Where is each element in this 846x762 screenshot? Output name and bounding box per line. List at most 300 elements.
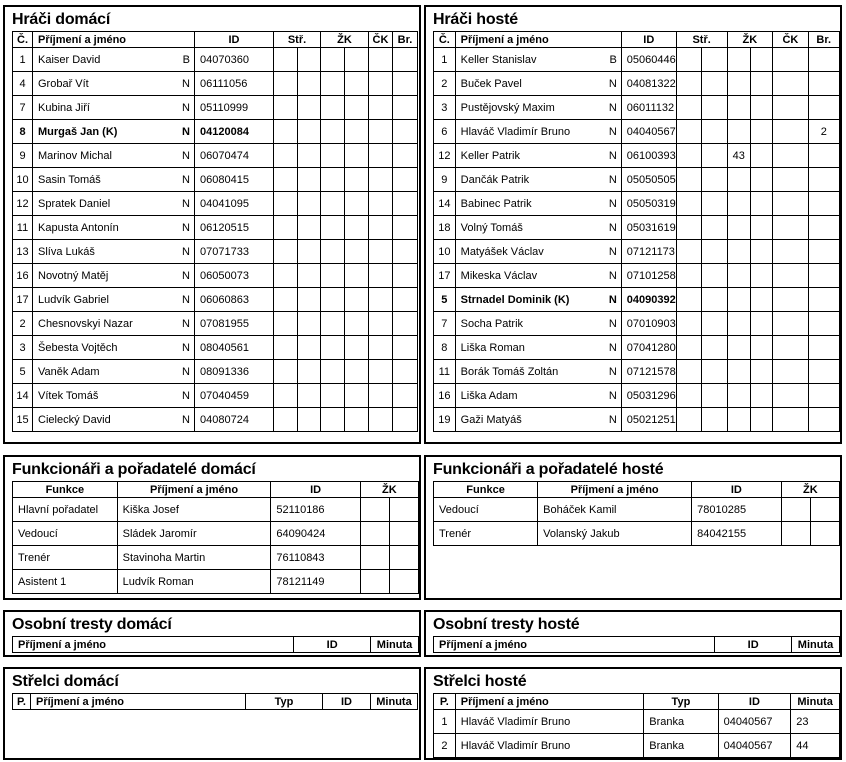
player-row bbox=[13, 288, 418, 312]
cell-br bbox=[808, 264, 839, 288]
officials-home-title: Funkcionáři a pořadatelé domácí bbox=[12, 461, 256, 478]
cell-num: 9 bbox=[434, 168, 456, 192]
cell-br bbox=[808, 408, 839, 432]
cell-p: 1 bbox=[434, 710, 456, 734]
cell-str1 bbox=[676, 240, 701, 264]
player-position-letter: N bbox=[608, 245, 617, 258]
cell-str1 bbox=[274, 336, 298, 360]
cell-num: 5 bbox=[13, 360, 33, 384]
cell-num: 5 bbox=[434, 288, 456, 312]
col-p-header: P. bbox=[434, 694, 456, 710]
player-row bbox=[434, 144, 840, 168]
col-name-header: Příjmení a jméno bbox=[434, 637, 715, 653]
penalties-away-table bbox=[433, 636, 840, 653]
scorers-home-header-row bbox=[13, 694, 418, 710]
player-position-letter: N bbox=[182, 125, 190, 138]
player-name: Marinov Michal bbox=[38, 149, 112, 162]
cell-br bbox=[808, 216, 839, 240]
players-home-table bbox=[12, 31, 418, 432]
col-role-header: Funkce bbox=[434, 482, 538, 498]
player-name: Sasin Tomáš bbox=[38, 173, 101, 186]
cell-zk2 bbox=[751, 72, 773, 96]
col-ck-header: ČK bbox=[773, 32, 808, 48]
player-name: Spratek Daniel bbox=[38, 197, 111, 210]
player-name: Murgaš Jan (K) bbox=[38, 125, 118, 138]
cell-zk2 bbox=[751, 288, 773, 312]
cell-name bbox=[455, 192, 621, 216]
cell-num: 16 bbox=[13, 264, 33, 288]
cell-br bbox=[808, 168, 839, 192]
official-row bbox=[13, 522, 419, 546]
cell-zk2 bbox=[751, 240, 773, 264]
col-str-header: Stř. bbox=[676, 32, 727, 48]
cell-name bbox=[33, 264, 195, 288]
cell-name bbox=[33, 360, 195, 384]
official-row bbox=[13, 498, 419, 522]
player-name: Keller Stanislav bbox=[460, 53, 537, 66]
player-name: Pustějovský Maxim bbox=[460, 101, 555, 114]
cell-ck bbox=[369, 120, 393, 144]
cell-br bbox=[808, 96, 839, 120]
cell-zk2 bbox=[751, 192, 773, 216]
player-position-letter: N bbox=[182, 317, 190, 330]
cell-id: 04090392 bbox=[621, 288, 676, 312]
cell-zk1 bbox=[321, 168, 345, 192]
cell-str2 bbox=[298, 360, 321, 384]
cell-role: Vedoucí bbox=[13, 522, 118, 546]
cell-str1 bbox=[676, 360, 701, 384]
cell-br bbox=[393, 384, 418, 408]
cell-str1 bbox=[274, 384, 298, 408]
cell-name bbox=[455, 120, 621, 144]
cell-zk2 bbox=[751, 216, 773, 240]
cell-ck bbox=[773, 264, 808, 288]
player-name: Socha Patrik bbox=[460, 317, 524, 330]
player-position-letter: N bbox=[182, 365, 190, 378]
players-home-section bbox=[3, 5, 421, 444]
cell-zk1 bbox=[727, 384, 751, 408]
player-position-letter: N bbox=[182, 149, 190, 162]
cell-name bbox=[455, 48, 621, 72]
cell-num: 6 bbox=[434, 120, 456, 144]
cell-br bbox=[393, 48, 418, 72]
cell-br bbox=[393, 312, 418, 336]
cell-zk2 bbox=[345, 216, 369, 240]
cell-num: 7 bbox=[13, 96, 33, 120]
cell-ck bbox=[369, 360, 393, 384]
player-name: Chesnovskyi Nazar bbox=[38, 317, 133, 330]
cell-name: Kiška Josef bbox=[117, 498, 271, 522]
cell-str1 bbox=[676, 96, 701, 120]
cell-str2 bbox=[298, 168, 321, 192]
cell-str2 bbox=[702, 168, 727, 192]
col-number-header: Č. bbox=[13, 32, 33, 48]
penalties-home-table bbox=[12, 636, 419, 653]
cell-ck bbox=[369, 72, 393, 96]
officials-home-section bbox=[3, 455, 421, 600]
cell-zk2 bbox=[345, 336, 369, 360]
cell-ck bbox=[773, 168, 808, 192]
cell-name bbox=[33, 216, 195, 240]
player-row bbox=[13, 384, 418, 408]
cell-ck bbox=[369, 336, 393, 360]
cell-id: 08040561 bbox=[195, 336, 274, 360]
cell-name bbox=[33, 96, 195, 120]
cell-zk2 bbox=[345, 48, 369, 72]
col-ck-header: ČK bbox=[369, 32, 393, 48]
cell-zk1 bbox=[360, 546, 390, 570]
cell-zk1 bbox=[321, 264, 345, 288]
player-position-letter: N bbox=[182, 413, 190, 426]
player-row bbox=[13, 96, 418, 120]
player-position-letter: N bbox=[608, 317, 617, 330]
cell-typ: Branka bbox=[644, 710, 718, 734]
player-position-letter: N bbox=[608, 77, 617, 90]
cell-br bbox=[808, 360, 839, 384]
col-zk-header: ŽK bbox=[360, 482, 418, 498]
cell-p: 2 bbox=[434, 734, 456, 758]
cell-ck bbox=[369, 48, 393, 72]
scorers-away-section bbox=[424, 667, 842, 760]
col-id-header: ID bbox=[692, 482, 781, 498]
cell-id: 06070474 bbox=[195, 144, 274, 168]
cell-zk2 bbox=[390, 546, 419, 570]
player-name: Borák Tomáš Zoltán bbox=[460, 365, 559, 378]
player-row bbox=[434, 120, 840, 144]
col-id-header: ID bbox=[715, 637, 792, 653]
col-p-header: P. bbox=[13, 694, 31, 710]
cell-name bbox=[33, 312, 195, 336]
player-row bbox=[434, 72, 840, 96]
cell-name bbox=[455, 264, 621, 288]
scorers-away-header-row bbox=[434, 694, 840, 710]
cell-name: Boháček Kamil bbox=[538, 498, 692, 522]
officials-away-table bbox=[433, 481, 840, 546]
col-id-header: ID bbox=[271, 482, 360, 498]
cell-zk2 bbox=[751, 264, 773, 288]
player-position-letter: N bbox=[608, 221, 617, 234]
cell-zk1 bbox=[321, 72, 345, 96]
cell-str2 bbox=[702, 384, 727, 408]
cell-zk2 bbox=[751, 384, 773, 408]
player-name: Kubina Jiří bbox=[38, 101, 90, 114]
player-name: Ludvík Gabriel bbox=[38, 293, 109, 306]
cell-br bbox=[393, 96, 418, 120]
player-name: Kaiser David bbox=[38, 53, 101, 66]
cell-id: 07121173 bbox=[621, 240, 676, 264]
cell-ck bbox=[369, 312, 393, 336]
col-id-header: ID bbox=[718, 694, 791, 710]
col-br-header: Br. bbox=[393, 32, 418, 48]
col-minute-header: Minuta bbox=[792, 637, 840, 653]
player-row bbox=[13, 192, 418, 216]
cell-ck bbox=[369, 288, 393, 312]
official-row bbox=[434, 498, 840, 522]
officials-away-section bbox=[424, 455, 842, 600]
player-position-letter: N bbox=[608, 125, 617, 138]
cell-name bbox=[33, 240, 195, 264]
cell-id: 76110843 bbox=[271, 546, 360, 570]
penalties-away-section bbox=[424, 610, 842, 657]
cell-name bbox=[33, 288, 195, 312]
player-position-letter: N bbox=[182, 293, 190, 306]
player-row bbox=[13, 48, 418, 72]
cell-zk1 bbox=[321, 192, 345, 216]
officials-away-title: Funkcionáři a pořadatelé hosté bbox=[433, 461, 664, 478]
player-position-letter: N bbox=[182, 269, 190, 282]
player-name: Buček Pavel bbox=[460, 77, 522, 90]
col-name-header: Příjmení a jméno bbox=[31, 694, 246, 710]
cell-name bbox=[455, 360, 621, 384]
cell-num: 8 bbox=[13, 120, 33, 144]
cell-zk2 bbox=[390, 522, 419, 546]
cell-id: 05110999 bbox=[195, 96, 274, 120]
penalties-away-header-row bbox=[434, 637, 840, 653]
col-name-header: Příjmení a jméno bbox=[455, 694, 644, 710]
player-row bbox=[434, 408, 840, 432]
cell-br bbox=[393, 168, 418, 192]
cell-ck bbox=[369, 264, 393, 288]
cell-ck bbox=[369, 144, 393, 168]
cell-zk1 bbox=[321, 312, 345, 336]
cell-num: 8 bbox=[434, 336, 456, 360]
cell-zk1 bbox=[360, 498, 390, 522]
player-position-letter: N bbox=[608, 389, 617, 402]
cell-zk1 bbox=[321, 288, 345, 312]
players-home-title: Hráči domácí bbox=[12, 11, 111, 28]
player-row bbox=[13, 408, 418, 432]
cell-id: 07101258 bbox=[621, 264, 676, 288]
cell-ck bbox=[773, 192, 808, 216]
player-row bbox=[434, 360, 840, 384]
cell-str2 bbox=[298, 216, 321, 240]
col-id-header: ID bbox=[195, 32, 274, 48]
cell-name bbox=[455, 384, 621, 408]
cell-role: Vedoucí bbox=[434, 498, 538, 522]
cell-name bbox=[33, 144, 195, 168]
scorers-away-table bbox=[433, 693, 840, 758]
cell-role: Hlavní pořadatel bbox=[13, 498, 118, 522]
cell-br bbox=[808, 48, 839, 72]
cell-id: 05050505 bbox=[621, 168, 676, 192]
cell-zk2 bbox=[345, 144, 369, 168]
cell-zk1 bbox=[321, 360, 345, 384]
cell-br bbox=[393, 360, 418, 384]
cell-id: 07121578 bbox=[621, 360, 676, 384]
cell-br bbox=[808, 336, 839, 360]
cell-name bbox=[455, 408, 621, 432]
cell-id: 04040567 bbox=[718, 710, 791, 734]
player-row bbox=[13, 312, 418, 336]
scorer-row bbox=[434, 734, 840, 758]
cell-id: 08091336 bbox=[195, 360, 274, 384]
cell-zk1 bbox=[321, 96, 345, 120]
player-position-letter: N bbox=[182, 221, 190, 234]
player-row bbox=[13, 360, 418, 384]
cell-id: 07041280 bbox=[621, 336, 676, 360]
cell-str1 bbox=[274, 72, 298, 96]
col-minute-header: Minuta bbox=[371, 694, 418, 710]
cell-zk1 bbox=[781, 522, 811, 546]
cell-num: 17 bbox=[13, 288, 33, 312]
player-row bbox=[434, 336, 840, 360]
cell-zk2 bbox=[345, 408, 369, 432]
cell-id: 04120084 bbox=[195, 120, 274, 144]
cell-zk1 bbox=[321, 384, 345, 408]
cell-str1 bbox=[676, 72, 701, 96]
cell-id: 05031296 bbox=[621, 384, 676, 408]
cell-zk2 bbox=[751, 312, 773, 336]
cell-br bbox=[808, 72, 839, 96]
cell-name bbox=[455, 312, 621, 336]
cell-str1 bbox=[274, 408, 298, 432]
cell-zk1 bbox=[321, 48, 345, 72]
cell-zk2 bbox=[345, 120, 369, 144]
player-position-letter: N bbox=[608, 149, 617, 162]
cell-num: 3 bbox=[434, 96, 456, 120]
cell-name bbox=[455, 336, 621, 360]
cell-zk2 bbox=[345, 192, 369, 216]
player-position-letter: N bbox=[608, 293, 617, 306]
cell-name bbox=[455, 144, 621, 168]
cell-str2 bbox=[298, 48, 321, 72]
cell-name bbox=[455, 240, 621, 264]
cell-name: Volanský Jakub bbox=[538, 522, 692, 546]
cell-str2 bbox=[298, 144, 321, 168]
cell-zk2 bbox=[751, 48, 773, 72]
cell-id: 05060446 bbox=[621, 48, 676, 72]
cell-zk2 bbox=[811, 498, 840, 522]
cell-zk2 bbox=[345, 384, 369, 408]
scorers-home-section bbox=[3, 667, 421, 760]
cell-id: 04080724 bbox=[195, 408, 274, 432]
cell-ck bbox=[369, 96, 393, 120]
cell-zk2 bbox=[751, 168, 773, 192]
player-row bbox=[434, 168, 840, 192]
player-position-letter: N bbox=[608, 365, 617, 378]
penalties-home-title: Osobní tresty domácí bbox=[12, 616, 172, 633]
col-id-header: ID bbox=[294, 637, 371, 653]
cell-num: 12 bbox=[434, 144, 456, 168]
cell-num: 3 bbox=[13, 336, 33, 360]
cell-str2 bbox=[702, 144, 727, 168]
cell-num: 1 bbox=[434, 48, 456, 72]
player-row bbox=[13, 168, 418, 192]
cell-num: 12 bbox=[13, 192, 33, 216]
players-away-section bbox=[424, 5, 842, 444]
player-position-letter: N bbox=[182, 173, 190, 186]
cell-id: 06011132 bbox=[621, 96, 676, 120]
cell-id: 04081322 bbox=[621, 72, 676, 96]
col-role-header: Funkce bbox=[13, 482, 118, 498]
player-row bbox=[434, 192, 840, 216]
cell-id: 05021251 bbox=[621, 408, 676, 432]
player-position-letter: N bbox=[182, 341, 190, 354]
cell-str1 bbox=[274, 360, 298, 384]
cell-zk1 bbox=[727, 48, 751, 72]
cell-num: 10 bbox=[13, 168, 33, 192]
cell-id: 06120515 bbox=[195, 216, 274, 240]
cell-id: 04070360 bbox=[195, 48, 274, 72]
cell-zk1 bbox=[727, 408, 751, 432]
cell-zk1 bbox=[727, 216, 751, 240]
cell-name bbox=[33, 192, 195, 216]
officials-home-table bbox=[12, 481, 419, 594]
cell-str1 bbox=[676, 288, 701, 312]
col-minute-header: Minuta bbox=[791, 694, 840, 710]
cell-zk2 bbox=[345, 312, 369, 336]
cell-str2 bbox=[298, 72, 321, 96]
cell-ck bbox=[773, 360, 808, 384]
cell-zk1 bbox=[727, 240, 751, 264]
cell-name: Stavinoha Martin bbox=[117, 546, 271, 570]
cell-zk2 bbox=[751, 96, 773, 120]
player-name: Slíva Lukáš bbox=[38, 245, 95, 258]
cell-name bbox=[33, 120, 195, 144]
player-name: Mikeska Václav bbox=[460, 269, 538, 282]
cell-zk1 bbox=[727, 264, 751, 288]
cell-min: 44 bbox=[791, 734, 840, 758]
cell-name bbox=[455, 168, 621, 192]
cell-name bbox=[33, 384, 195, 408]
cell-name bbox=[455, 96, 621, 120]
cell-br bbox=[393, 336, 418, 360]
cell-br bbox=[808, 240, 839, 264]
cell-str1 bbox=[676, 336, 701, 360]
cell-typ: Branka bbox=[644, 734, 718, 758]
col-zk-header: ŽK bbox=[321, 32, 369, 48]
cell-zk1 bbox=[727, 312, 751, 336]
player-name: Dančák Patrik bbox=[460, 173, 530, 186]
cell-br bbox=[393, 240, 418, 264]
cell-id: 07071733 bbox=[195, 240, 274, 264]
player-name: Vítek Tomáš bbox=[38, 389, 99, 402]
cell-zk1 bbox=[360, 570, 390, 594]
cell-zk2 bbox=[345, 264, 369, 288]
cell-zk2 bbox=[751, 144, 773, 168]
cell-str1 bbox=[274, 288, 298, 312]
cell-br bbox=[393, 192, 418, 216]
cell-str1 bbox=[274, 48, 298, 72]
col-zk-header: ŽK bbox=[727, 32, 773, 48]
player-row bbox=[434, 384, 840, 408]
cell-ck bbox=[773, 336, 808, 360]
player-name: Keller Patrik bbox=[460, 149, 520, 162]
player-position-letter: N bbox=[608, 341, 617, 354]
col-name-header: Příjmení a jméno bbox=[117, 482, 271, 498]
cell-num: 16 bbox=[434, 384, 456, 408]
player-row bbox=[434, 216, 840, 240]
player-position-letter: N bbox=[608, 197, 617, 210]
cell-name: Sládek Jaromír bbox=[117, 522, 271, 546]
cell-role: Trenér bbox=[434, 522, 538, 546]
cell-num: 18 bbox=[434, 216, 456, 240]
cell-zk2 bbox=[811, 522, 840, 546]
cell-name bbox=[33, 72, 195, 96]
player-name: Novotný Matěj bbox=[38, 269, 109, 282]
player-name: Liška Roman bbox=[460, 341, 525, 354]
cell-zk2 bbox=[751, 336, 773, 360]
cell-str1 bbox=[274, 144, 298, 168]
cell-br bbox=[393, 144, 418, 168]
cell-id: 07010903 bbox=[621, 312, 676, 336]
cell-ck bbox=[773, 312, 808, 336]
player-position-letter: N bbox=[608, 173, 617, 186]
cell-br bbox=[808, 288, 839, 312]
cell-str2 bbox=[702, 120, 727, 144]
cell-ck bbox=[773, 216, 808, 240]
cell-str2 bbox=[702, 192, 727, 216]
